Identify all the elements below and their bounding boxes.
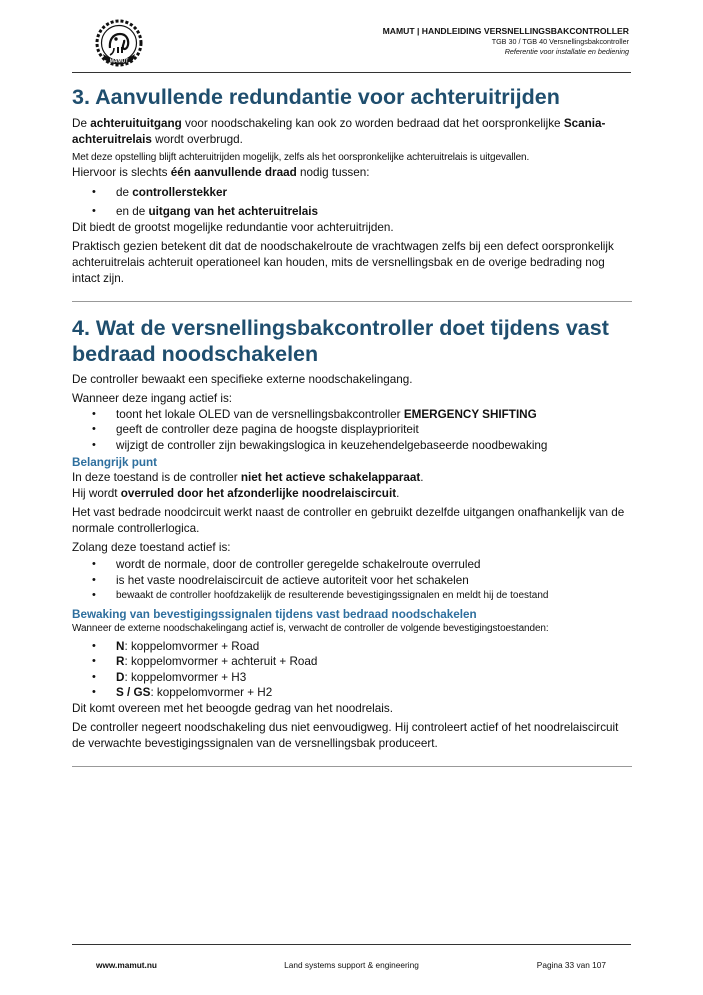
section-3-paragraph-2: Met deze opstelling blijft achteruitrijden mogelijk, zelfs als het oorspronkelijke achteruitrelais is uitgevallen. — [72, 152, 530, 163]
section-4-paragraph-8: Dit komt overeen met het beoogde gedrag van het noodrelais. — [72, 701, 393, 715]
section-3-wire-list — [72, 183, 632, 220]
list-item: • R: koppelomvormer + achteruit + Road — [72, 654, 632, 670]
section-3-paragraph-3: Hiervoor is slechts één aanvullende draad nodig tussen: — [72, 166, 370, 179]
confirmation-signals-heading: Bewaking van bevestigingssignalen tijdens vast bedraad noodschakelen — [72, 607, 477, 621]
list-item: • bewaakt de controller hoofdzakelijk de resulterende bevestigingssignalen en meldt hij de toestand — [72, 588, 632, 604]
manual-subtitle: TGB 30 / TGB 40 Versnellingsbakcontroller — [491, 37, 629, 46]
footer-tagline: Land systems support & engineering — [284, 960, 419, 970]
section-4-paragraph-3: In deze toestand is de controller niet het actieve schakelapparaat. — [72, 471, 424, 484]
page-header — [72, 14, 631, 73]
section-divider — [72, 301, 632, 302]
section-3-paragraph-5: Praktisch gezien betekent dit dat de noodschakelroute de vrachtwagen zelfs bij een defect oorspronkelijk achteruitrelais achteruit operationeel kan houden, mits de versnellingsbak en de overige bedrading nog intact zijn. — [72, 239, 614, 285]
list-item: • geeft de controller deze pagina de hoogste displayprioriteit — [72, 422, 632, 438]
page-footer — [72, 944, 631, 970]
section-divider — [72, 766, 632, 767]
list-item: • wijzigt de controller zijn bewakingslogica in keuzehendelgebaseerde noodbewaking — [72, 438, 632, 454]
list-item: • toont het lokale OLED van de versnellingsbakcontroller EMERGENCY SHIFTING — [72, 407, 632, 423]
manual-reference: Referentie voor installatie en bediening — [504, 47, 629, 56]
important-point-heading: Belangrijk punt — [72, 456, 158, 469]
section-4-state-list — [72, 557, 632, 604]
section-4-active-list — [72, 407, 632, 454]
list-item: • D: koppelomvormer + H3 — [72, 670, 632, 686]
list-item: • en de uitgang van het achteruitrelais — [72, 203, 632, 220]
section-4-paragraph-5: Het vast bedrade noodcircuit werkt naast de controller en gebruikt dezelfde uitgangen onafhankelijk van de normale controllerlogica. — [72, 506, 625, 535]
list-item: • wordt de normale, door de controller geregelde schakelroute overruled — [72, 557, 632, 573]
section-3-paragraph-4: Dit biedt de grootst mogelijke redundantie voor achteruitrijden. — [72, 220, 394, 234]
section-3-heading: 3. Aanvullende redundantie voor achteruitrijden — [72, 85, 560, 109]
page-content — [72, 84, 632, 767]
svg-text:MAMUT: MAMUT — [109, 58, 129, 65]
mamut-logo-icon — [94, 18, 144, 68]
section-4-paragraph-6: Zolang deze toestand actief is: — [72, 541, 231, 554]
section-4-paragraph-7: Wanneer de externe noodschakelingang actief is, verwacht de controller de volgende bevestigingstoestanden: — [72, 622, 549, 634]
section-4-heading: 4. Wat de versnellingsbakcontroller doet tijdens vast bedraad noodschakelen — [72, 315, 609, 366]
manual-title: MAMUT | HANDLEIDING VERSNELLINGSBAKCONTROLLER — [382, 26, 629, 36]
section-4-paragraph-2: Wanneer deze ingang actief is: — [72, 391, 233, 405]
list-item: • N: koppelomvormer + Road — [72, 639, 632, 655]
header-text — [383, 26, 629, 57]
section-3-paragraph-1: De achteruituitgang voor noodschakeling kan ook zo worden bedraad dat het oorspronkelijke Scania-achteruitrelais wordt overbrugd. — [72, 117, 606, 146]
list-item: • S / GS: koppelomvormer + H2 — [72, 685, 632, 701]
section-4-paragraph-1: De controller bewaakt een specifieke externe noodschakelingang. — [72, 372, 413, 386]
list-item: • de controllerstekker — [72, 183, 632, 203]
footer-website: www.mamut.nu — [96, 960, 157, 970]
footer-page-number: Pagina 33 van 107 — [536, 960, 606, 970]
confirmation-states-list — [72, 639, 632, 701]
section-4-paragraph-4: Hij wordt overruled door het afzonderlijke noodrelaiscircuit. — [72, 487, 400, 500]
section-4-paragraph-9: De controller negeert noodschakeling dus niet eenvoudigweg. Hij controleert actief of het noodrelaiscircuit de verwachte bevestigingssignalen van de versnellingsbak produceert. — [72, 720, 619, 750]
list-item: • is het vaste noodrelaiscircuit de actieve autoriteit voor het schakelen — [72, 573, 632, 589]
